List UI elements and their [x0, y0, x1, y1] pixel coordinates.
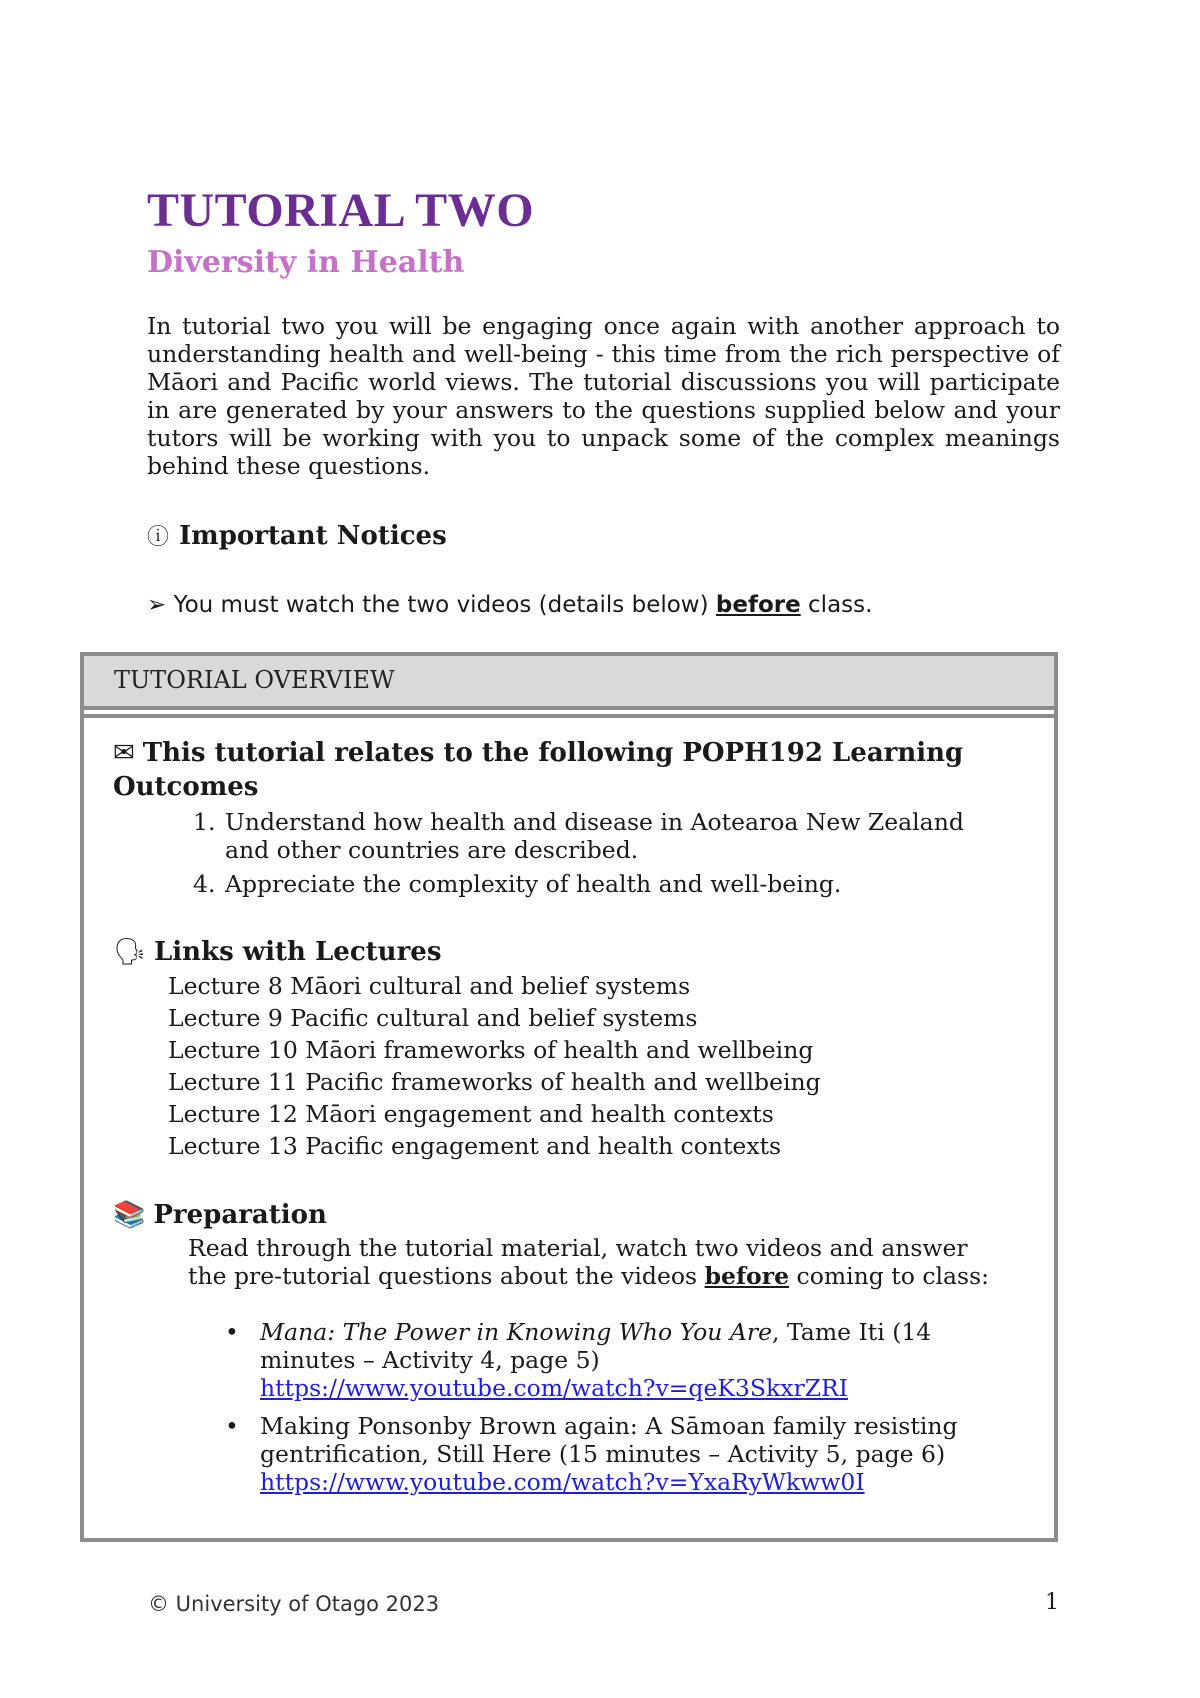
page-title: TUTORIAL TWO — [147, 184, 535, 237]
copyright: © University of Otago 2023 — [148, 1592, 440, 1616]
important-notices-label: Important Notices — [179, 521, 447, 551]
tutorial-overview-header — [84, 656, 1054, 710]
bullet-icon: • — [225, 1318, 239, 1346]
video-title: Making Ponsonby Brown again: A Sāmoan family resisting gentrification, Still Here — [260, 1412, 958, 1468]
lecture-item: Lecture 11 Pacific frameworks of health and wellbeing — [168, 1068, 821, 1096]
outcome-item — [193, 870, 841, 898]
page-subtitle: Diversity in Health — [147, 245, 465, 280]
preparation-text — [188, 1234, 1028, 1290]
envelope-icon: ✉ — [113, 738, 135, 768]
lecture-item: Lecture 10 Māori frameworks of health and wellbeing — [168, 1036, 814, 1064]
preparation-label: Preparation — [153, 1200, 327, 1230]
lectures-list — [168, 970, 821, 1162]
video-detail: (15 minutes – Activity 5, page 6) — [551, 1440, 946, 1468]
preparation-line-2-before: the pre-tutorial questions about the videos — [188, 1262, 698, 1290]
preparation-line-1: Read through the tutorial material, watch two videos and answer — [188, 1234, 968, 1262]
learning-outcomes-label: This tutorial relates to the following POPH192 Learning Outcomes — [113, 738, 964, 802]
learning-outcomes-heading — [113, 736, 1013, 804]
important-notices-heading — [147, 520, 447, 551]
lecture-item: Lecture 12 Māori engagement and health contexts — [168, 1100, 774, 1128]
lecture-item: Lecture 13 Pacific engagement and health contexts — [168, 1132, 782, 1160]
lecture-item: Lecture 9 Pacific cultural and belief systems — [168, 1004, 698, 1032]
video-link[interactable]: https://www.youtube.com/watch?v=YxaRyWkww0I — [260, 1468, 865, 1496]
video-title: Mana: The Power in Knowing Who You Are — [260, 1318, 773, 1346]
outcome-item — [193, 808, 964, 864]
outcome-number: 4. — [193, 870, 216, 898]
video-detail: , Tame Iti (14 minutes – Activity 4, page 5) — [260, 1318, 932, 1374]
outcome-number: 1. — [193, 808, 216, 836]
outcome-text: Appreciate the complexity of health and well-being. — [225, 870, 842, 898]
video-list — [220, 1318, 1020, 1506]
video-item — [220, 1412, 1020, 1496]
tutorial-overview-title: TUTORIAL OVERVIEW — [114, 666, 395, 694]
page-number: 1 — [1045, 1590, 1059, 1615]
books-icon: 📚 — [113, 1200, 146, 1230]
bullet-icon: • — [225, 1412, 239, 1440]
notice-text-after: class. — [808, 592, 873, 618]
notice-item — [147, 592, 872, 618]
notice-emphasis: before — [715, 592, 801, 618]
outcome-text-cont: and other countries are described. — [225, 836, 639, 864]
lectures-heading — [113, 935, 441, 969]
outcome-text: Understand how health and disease in Aotearoa New Zealand — [225, 808, 964, 836]
info-icon: ⓘ — [147, 525, 170, 550]
lecture-item: Lecture 8 Māori cultural and belief systems — [168, 972, 691, 1000]
lectures-label: Links with Lectures — [154, 937, 442, 967]
intro-paragraph: In tutorial two you will be engaging once again with another approach to understanding health and well-being - this time from the rich perspective of Māori and Pacific world views. The tutorial discussions you will participate in are generated by your answers to the questions supplied below and your tutors will be working with you to unpack some of the complex meanings behind these questions. — [147, 312, 1060, 480]
preparation-line-2-after: coming to class: — [796, 1262, 990, 1290]
video-link[interactable]: https://www.youtube.com/watch?v=qeK3SkxrZRI — [260, 1374, 848, 1402]
preparation-emphasis: before — [704, 1262, 790, 1290]
arrow-bullet-icon: ➢ — [147, 592, 167, 618]
video-item — [220, 1318, 1020, 1402]
speaking-head-icon: 🗣 — [113, 937, 147, 967]
preparation-heading — [113, 1198, 327, 1232]
notice-text-before: You must watch the two videos (details below) — [173, 592, 709, 618]
